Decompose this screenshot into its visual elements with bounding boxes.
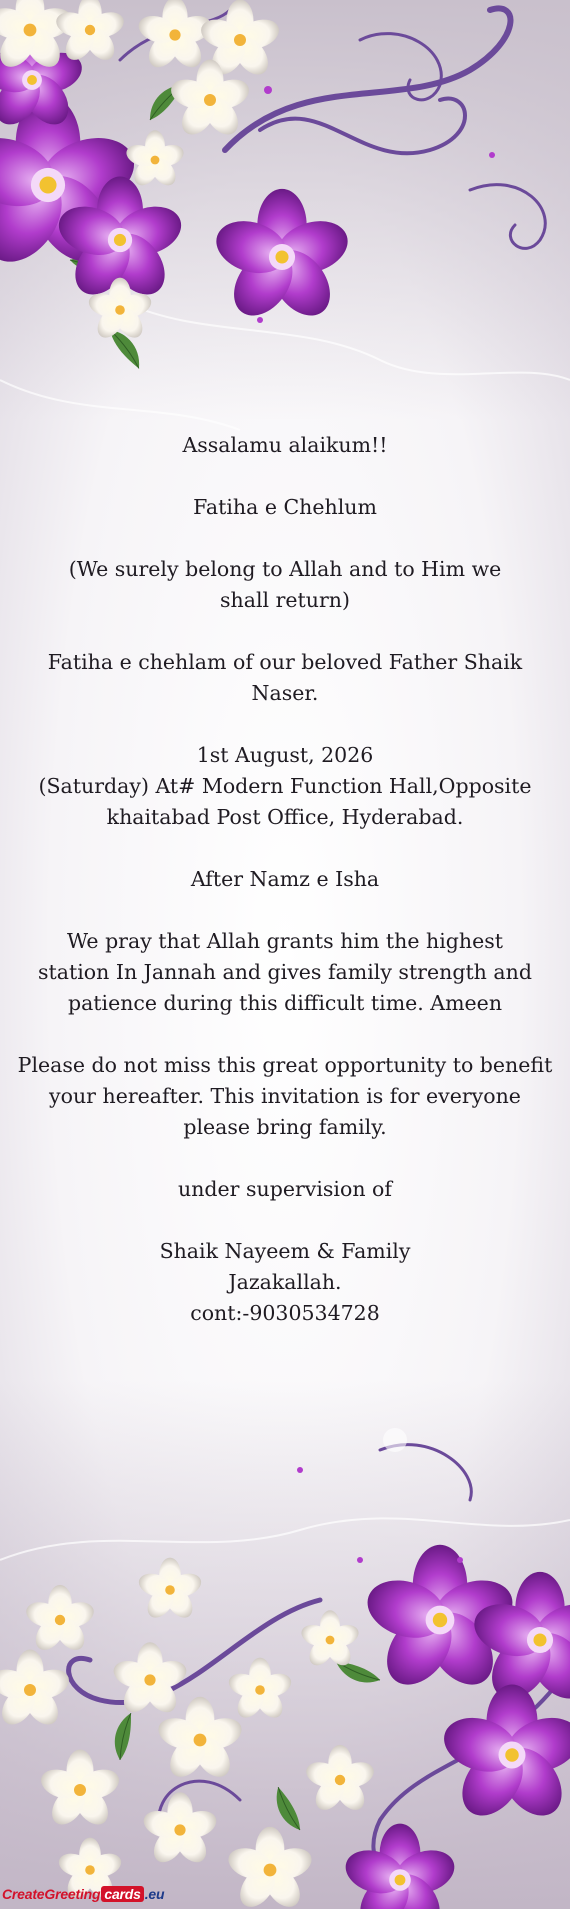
supervision-label: under supervision of xyxy=(178,1177,392,1201)
hosts: Shaik Nayeem & Family xyxy=(159,1239,411,1263)
title: Fatiha e Chehlum xyxy=(193,495,377,519)
logo-text-part3: .eu xyxy=(144,1886,165,1902)
contact: cont:-9030534728 xyxy=(190,1301,380,1325)
prayer: We pray that Allah grants him the highest station In Jannah and gives family strength and patience during this difficult time. Ameen xyxy=(38,929,532,1015)
logo-text-part1: CreateGreeting xyxy=(2,1886,101,1902)
logo-text-part2: cards xyxy=(101,1886,143,1902)
request: Please do not miss this great opportunity to benefit your hereafter. This invitation is for everyone please bring family. xyxy=(17,1053,553,1139)
verse: (We surely belong to Allah and to Him we shall return) xyxy=(68,557,502,612)
occasion: Fatiha e chehlam of our beloved Father Shaik Naser. xyxy=(47,650,523,705)
event-time: After Namz e Isha xyxy=(190,867,380,891)
venue: (Saturday) At# Modern Function Hall,Opposite khaitabad Post Office, Hyderabad. xyxy=(38,774,532,829)
event-date: 1st August, 2026 xyxy=(196,743,374,767)
closing: Jazakallah. xyxy=(228,1270,342,1294)
site-logo[interactable] xyxy=(2,1882,164,1906)
greeting: Assalamu alaikum!! xyxy=(182,433,388,457)
message-body xyxy=(0,430,570,1329)
